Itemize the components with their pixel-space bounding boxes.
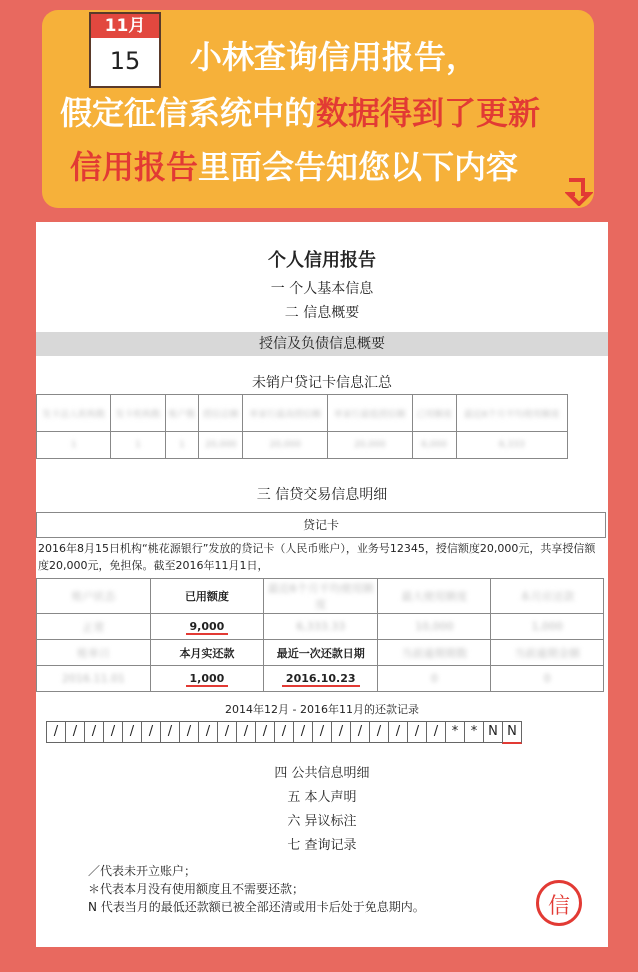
legend-n: N 代表当月的最低还款额已被全部还清或用卡后处于免息期内。 xyxy=(88,900,425,914)
card-summary-table xyxy=(36,394,568,459)
credit-report-sheet xyxy=(36,222,608,947)
section-query-record: 七 查询记录 xyxy=(287,838,357,853)
calendar-day: 15 xyxy=(109,47,141,75)
section-basic-info: 一 个人基本信息 xyxy=(270,281,374,297)
headline-line-3: 信用报告里面会告知您以下内容 xyxy=(70,148,519,186)
repayment-month-cell: / xyxy=(312,721,332,743)
repayment-month-cell: / xyxy=(217,721,237,743)
last-repayment-date: 2016.10.23 xyxy=(282,672,360,687)
repayment-month-cell: / xyxy=(141,721,161,743)
repayment-month-cell: / xyxy=(293,721,313,743)
repayment-month-cell: / xyxy=(331,721,351,743)
calendar-month: 11月 xyxy=(91,14,159,38)
table-row: 正常 9,000 6,333.33 10,000 1,000 xyxy=(37,614,604,640)
report-title: 个人信用报告 xyxy=(268,250,376,271)
credit-card-label: 贷记卡 xyxy=(36,512,606,538)
repayment-month-cell: * xyxy=(464,721,484,743)
table-row: 1 1 1 20,000 20,000 20,000 6,000 6,333 xyxy=(37,432,568,459)
repayment-month-cell: / xyxy=(46,721,66,743)
credit-debt-summary-bar: 授信及负债信息概要 xyxy=(36,332,608,356)
repayment-month-cell: / xyxy=(122,721,142,743)
repayment-month-cell: / xyxy=(160,721,180,743)
repayment-month-cell: * xyxy=(445,721,465,743)
actual-repayment-value: 1,000 xyxy=(186,672,229,687)
repayment-month-cell: / xyxy=(103,721,123,743)
card-summary-title: 未销户贷记卡信息汇总 xyxy=(252,375,392,391)
arrow-down-icon xyxy=(565,178,593,206)
repayment-month-cell: / xyxy=(236,721,256,743)
repayment-month-cell: N xyxy=(483,721,503,743)
repayment-month-cell: / xyxy=(407,721,427,743)
legend-star: ＊代表本月没有使用额度且不需要还款； xyxy=(88,882,305,896)
headline-line-1: 小林查询信用报告， xyxy=(190,38,479,76)
section-summary: 二 信息概要 xyxy=(284,305,360,321)
section-public-info: 四 公共信息明细 xyxy=(274,766,370,781)
card-detail-table xyxy=(36,578,604,692)
repayment-month-cell: N xyxy=(502,721,522,744)
repayment-month-cell: / xyxy=(84,721,104,743)
section-transaction-detail: 三 信贷交易信息明细 xyxy=(256,487,388,503)
used-amount-value: 9,000 xyxy=(186,620,229,635)
legend-slash: ／代表未开立账户； xyxy=(88,864,197,878)
repayment-month-cell: / xyxy=(426,721,446,743)
repayment-month-cell: / xyxy=(255,721,275,743)
card-description: 2016年8月15日机构“桃花源银行”发放的贷记卡（人民币账户），业务号12345，授信额度20,000元，共享授信额度20,000元，免担保。截至2016年11月1日， xyxy=(38,542,596,572)
repayment-month-cell: / xyxy=(369,721,389,743)
calendar-icon xyxy=(89,12,161,88)
headline-line-2: 假定征信系统中的数据得到了更新 xyxy=(60,94,541,132)
section-objection: 六 异议标注 xyxy=(287,814,357,829)
section-declaration: 五 本人声明 xyxy=(287,790,357,805)
repayment-month-cell: / xyxy=(350,721,370,743)
table-row: 账户状态 已用额度 最近6个月平均使用额度 最大使用额度 本月应还款 xyxy=(37,579,604,614)
repayment-range-label: 2014年12月 - 2016年11月的还款记录 xyxy=(225,703,419,716)
table-row: 2016.11.01 1,000 2016.10.23 0 0 xyxy=(37,666,604,692)
repayment-month-cell: / xyxy=(198,721,218,743)
symbol-legend xyxy=(88,862,425,916)
repayment-month-cell: / xyxy=(274,721,294,743)
repayment-record-row xyxy=(46,721,521,743)
table-row: 发卡法人机构数 发卡机构数 账户数 授信总额 单家行最高授信额 单家行最低授信额 已用额度 最近6个月平均使用额度 xyxy=(37,395,568,432)
repayment-month-cell: / xyxy=(179,721,199,743)
repayment-month-cell: / xyxy=(388,721,408,743)
table-row: 账单日 本月实还款 最近一次还款日期 当前逾期期数 当前逾期金额 xyxy=(37,640,604,666)
repayment-month-cell: / xyxy=(65,721,85,743)
credit-seal-logo: 信 xyxy=(536,880,582,926)
